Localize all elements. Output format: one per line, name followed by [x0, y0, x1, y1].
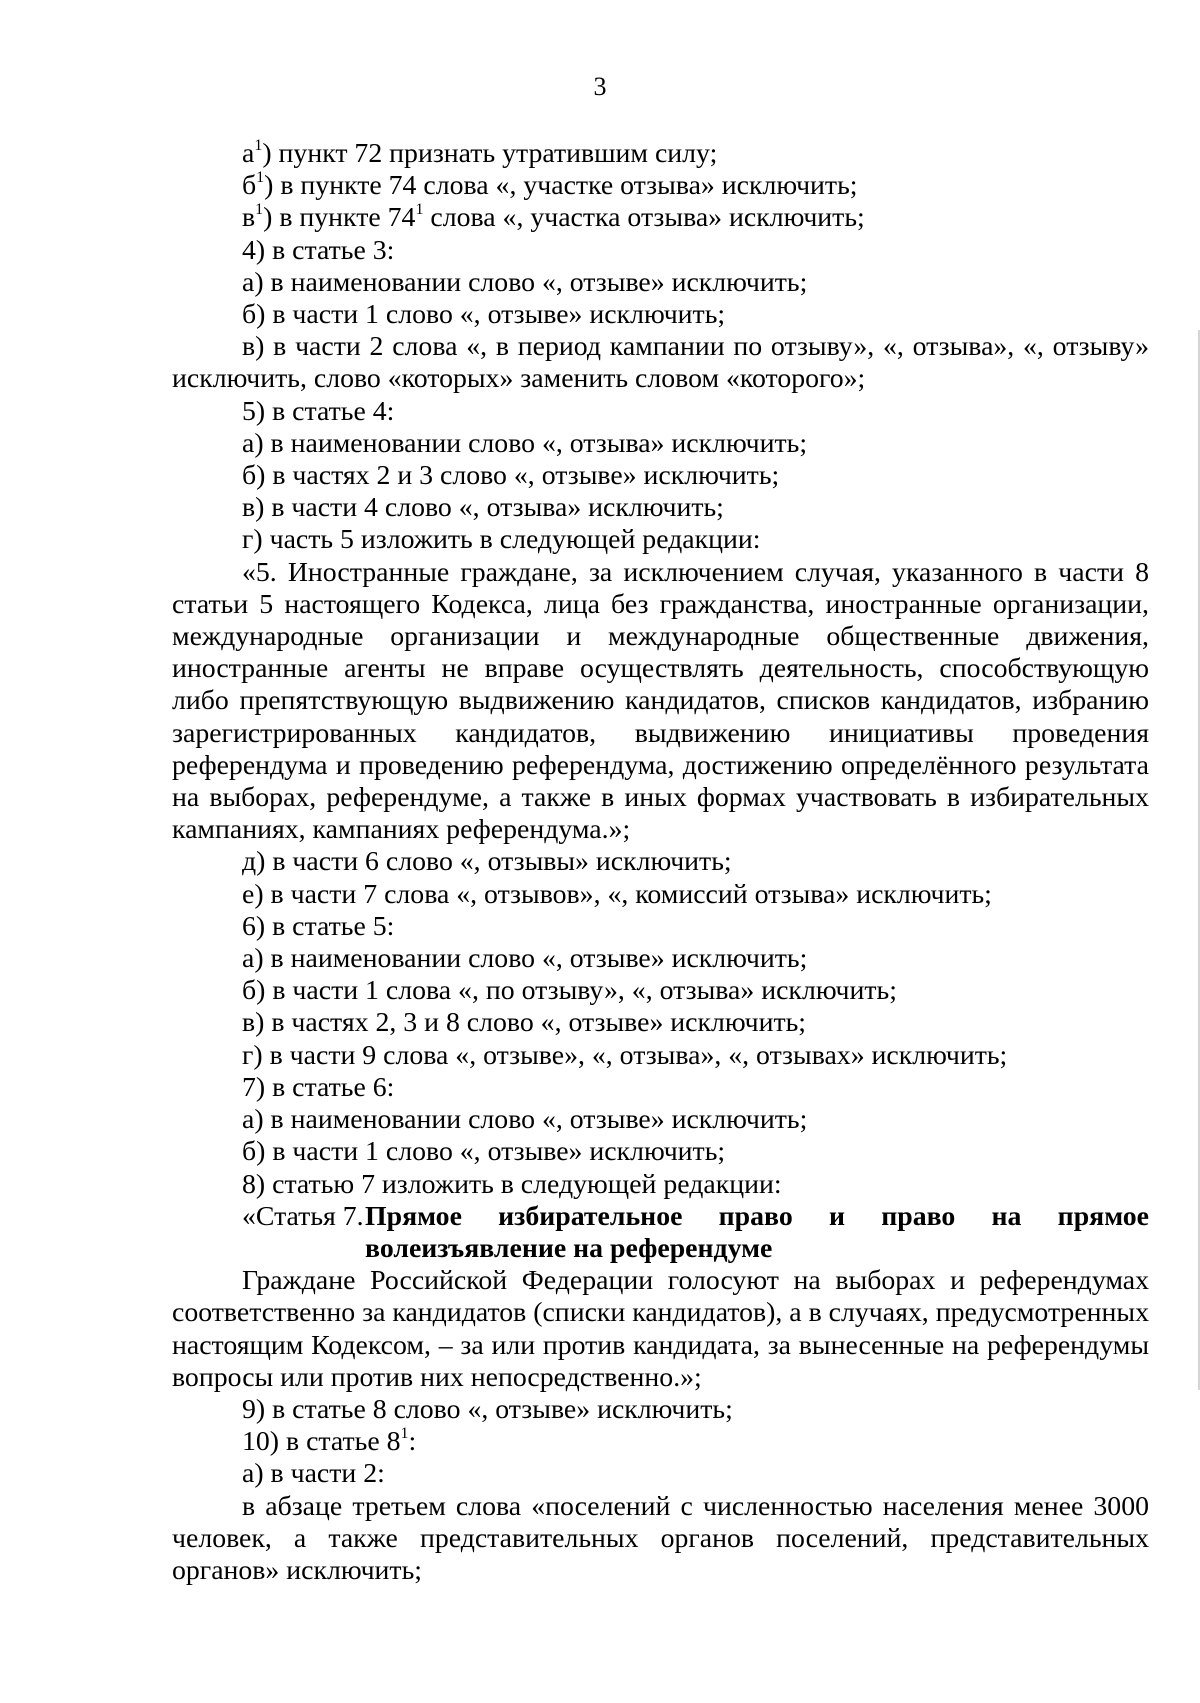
item-6b: б) в части 1 слова «, по отзыву», «, отзыва» исключить;	[242, 975, 897, 1007]
item-4: 4) в статье 3:	[242, 234, 395, 266]
item-4v: в) в части 2 слова «, в период кампании по отзыву», «, отзыва», «, отзыву» исключить, слово «которых» заменить словом «которого»;	[172, 331, 1149, 395]
article-7-number: «Статья 7.	[242, 1200, 364, 1232]
item-5b: б) в частях 2 и 3 слово «, отзыве» исключить;	[242, 460, 780, 492]
item-b1: $б^1$) в пункте 74 слова «, участке отзыва» исключить;	[242, 168, 858, 202]
item-7a: а) в наименовании слово «, отзыве» исключить;	[242, 1104, 808, 1136]
article-7-heading	[172, 1201, 1149, 1265]
superscript: 1	[256, 168, 265, 186]
superscript: 1	[255, 201, 264, 219]
superscript: 1	[254, 136, 263, 154]
superscript: 1	[415, 201, 424, 219]
item-6g: г) в части 9 слова «, отзыве», «, отзыва», «, отзывах» исключить;	[242, 1039, 1008, 1071]
item-7b: б) в части 1 слово «, отзыве» исключить;	[242, 1136, 726, 1168]
item-6a: а) в наименовании слово «, отзыве» исключить;	[242, 943, 808, 975]
item-8: 8) статью 7 изложить в следующей редакции:	[242, 1168, 782, 1200]
item-10a-text: в абзаце третьем слова «поселений с численностью населения менее 3000 человек, а также представительных органов поселений, представительных органов» исключить;	[172, 1490, 1149, 1586]
item-6v: в) в частях 2, 3 и 8 слово «, отзыве» исключить;	[242, 1007, 806, 1039]
article-7-title: Прямое избирательное право и право на прямое волеизъявление на референдуме	[365, 1200, 1149, 1264]
item-4b: б) в части 1 слово «, отзыве» исключить;	[242, 299, 726, 331]
item-5v: в) в части 4 слово «, отзыва» исключить;	[242, 492, 724, 524]
superscript: 1	[400, 1424, 409, 1442]
item-5: 5) в статье 4:	[242, 395, 395, 427]
article-7-text: Граждане Российской Федерации голосуют на выборах и референдумах соответственно за кандидатов (списки кандидатов), а в случаях, предусмотренных настоящим Кодексом, – за или против кандидата, за вынесенные на референдумы вопросы или против них непосредственно.»;	[172, 1265, 1149, 1393]
item-5d: д) в части 6 слово «, отзывы» исключить;	[242, 846, 732, 878]
item-4a: а) в наименовании слово «, отзыве» исключить;	[242, 266, 808, 298]
item-v1: $в^1$) в пункте $74^1$ слова «, участка отзыва» исключить;	[242, 201, 865, 234]
item-5g-text: «5. Иностранные граждане, за исключением случая, указанного в части 8 статьи 5 настоящего Кодекса, лица без гражданства, иностранные организации, международные организации и международные общественные движения, иностранные агенты не вправе осуществлять деятельность, способствующую либо препятствующую выдвижению кандидатов, списков кандидатов, избранию зарегистрированных кандидатов, выдвижению инициативы проведения референдума и проведению референдума, достижению определённого результата на выборах, референдуме, а также в иных формах участвовать в избирательных кампаниях, кампаниях референдума.»;	[172, 556, 1149, 846]
item-9: 9) в статье 8 слово «, отзыве» исключить;	[242, 1393, 733, 1425]
item-a1: $а^1$) пункт 72 признать утратившим силу;	[242, 136, 718, 169]
document-body	[172, 138, 1149, 1587]
item-10a: а) в части 2:	[242, 1458, 385, 1490]
page-number: 3	[593, 72, 607, 101]
item-10: 10) в статье $8^1$:	[242, 1424, 417, 1458]
item-5a: а) в наименовании слово «, отзыва» исключить;	[242, 427, 808, 459]
item-5e: е) в части 7 слова «, отзывов», «, комиссий отзыва» исключить;	[242, 878, 992, 910]
item-5g: г) часть 5 изложить в следующей редакции:	[242, 524, 761, 556]
item-6: 6) в статье 5:	[242, 910, 395, 942]
item-7: 7) в статье 6:	[242, 1071, 395, 1103]
